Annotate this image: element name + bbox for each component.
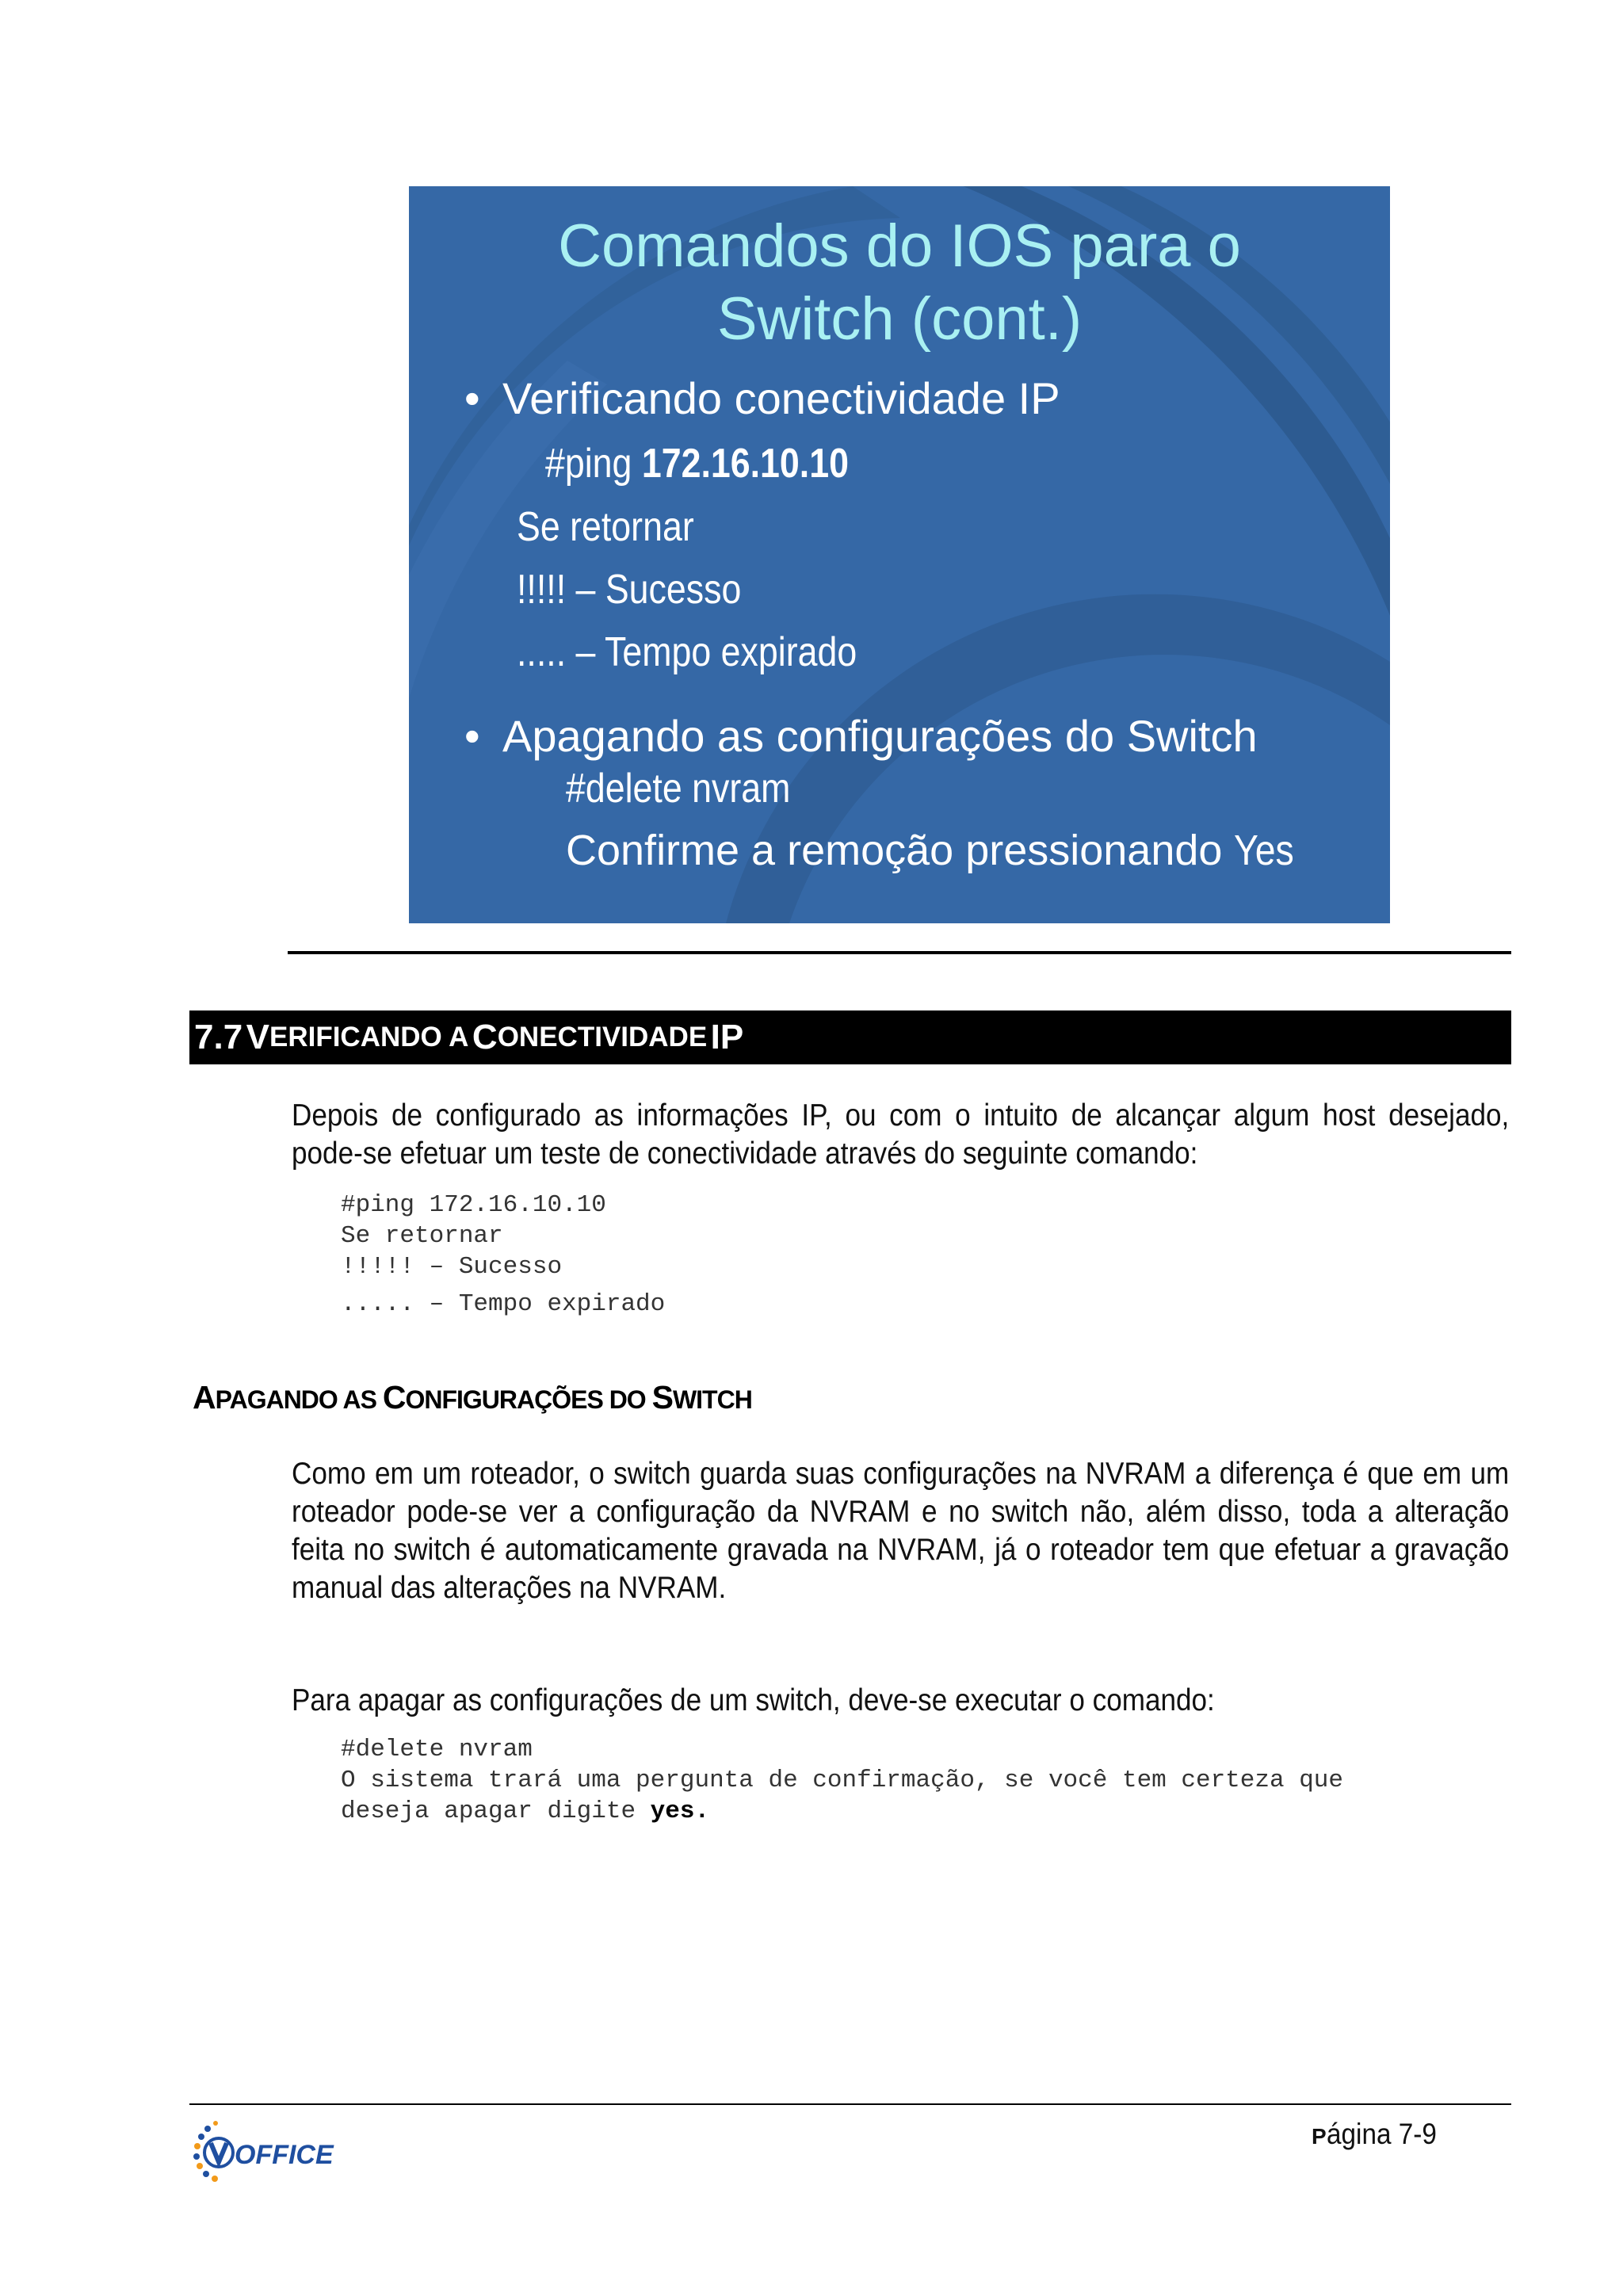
slide-return-line: Se retornar [517,504,694,550]
slide-ping-ip: 172.16.10.10 [641,441,849,487]
slide-title-line-2: Switch (cont.) [716,285,1083,353]
logo-icon [190,2113,357,2192]
bullet-dot-icon: • [464,711,480,761]
slide-image [409,186,1390,923]
slide-title [409,210,1390,356]
paragraph-intro: Depois de configurado as informações IP, ou com o intuito de alcançar algum host desejado, pode-se efetuar um teste de conectividade através do seguinte comando: [292,1098,1510,1171]
slide-success-line: !!!!! – Sucesso [517,567,742,613]
bullet-dot-icon: • [464,373,480,423]
slide-delete-line: #delete nvram [566,766,791,812]
section-heading: 7.7 V ERIFICANDO A C ONECTIVIDADE IP [189,1010,1511,1064]
slide-timeout-line: ..... – Tempo expirado [517,629,857,675]
divider [288,951,1511,954]
page-number: Página 7-9 [1312,2118,1437,2150]
slide-confirm-line: Confirme a remoção pressionando Yes [566,827,1295,874]
code-block-delete: #delete nvram O sistema trará uma pergunta de confirmação, se você tem certeza que deseja apagar digite yes. [341,1736,1344,1825]
slide-title-line-1: Comandos do IOS para o [558,212,1241,280]
svg-text:OFFICE: OFFICE [235,2140,334,2170]
subsection-heading: APAGANDO AS CONFIGURAÇÕES DO SWITCH [193,1379,752,1415]
footer-divider [189,2103,1511,2105]
slide-ping-line: #ping 172.16.10.10 [545,441,849,487]
paragraph-delete-intro: Para apagar as configurações de um switch, deve-se executar o comando: [292,1683,1215,1717]
code-block-ping: #ping 172.16.10.10 Se retornar !!!!! – Sucesso ..... – Tempo expirado [341,1191,666,1318]
slide-bullet-1: • Verificando conectividade IP [464,373,1060,423]
voffice-logo [190,2113,357,2192]
paragraph-switch-nvram: Como em um roteador, o switch guarda suas configurações na NVRAM a diferença é que em um roteador pode-se ver a configuração da NVRAM e no switch não, além disso, toda a alteração feita no switch é automaticamente gravada na NVRAM, já o roteador tem que efetuar a gravação manual das alterações na NVRAM. [292,1457,1510,1605]
slide-bullet-2: • Apagando as configurações do Switch [464,711,1258,761]
